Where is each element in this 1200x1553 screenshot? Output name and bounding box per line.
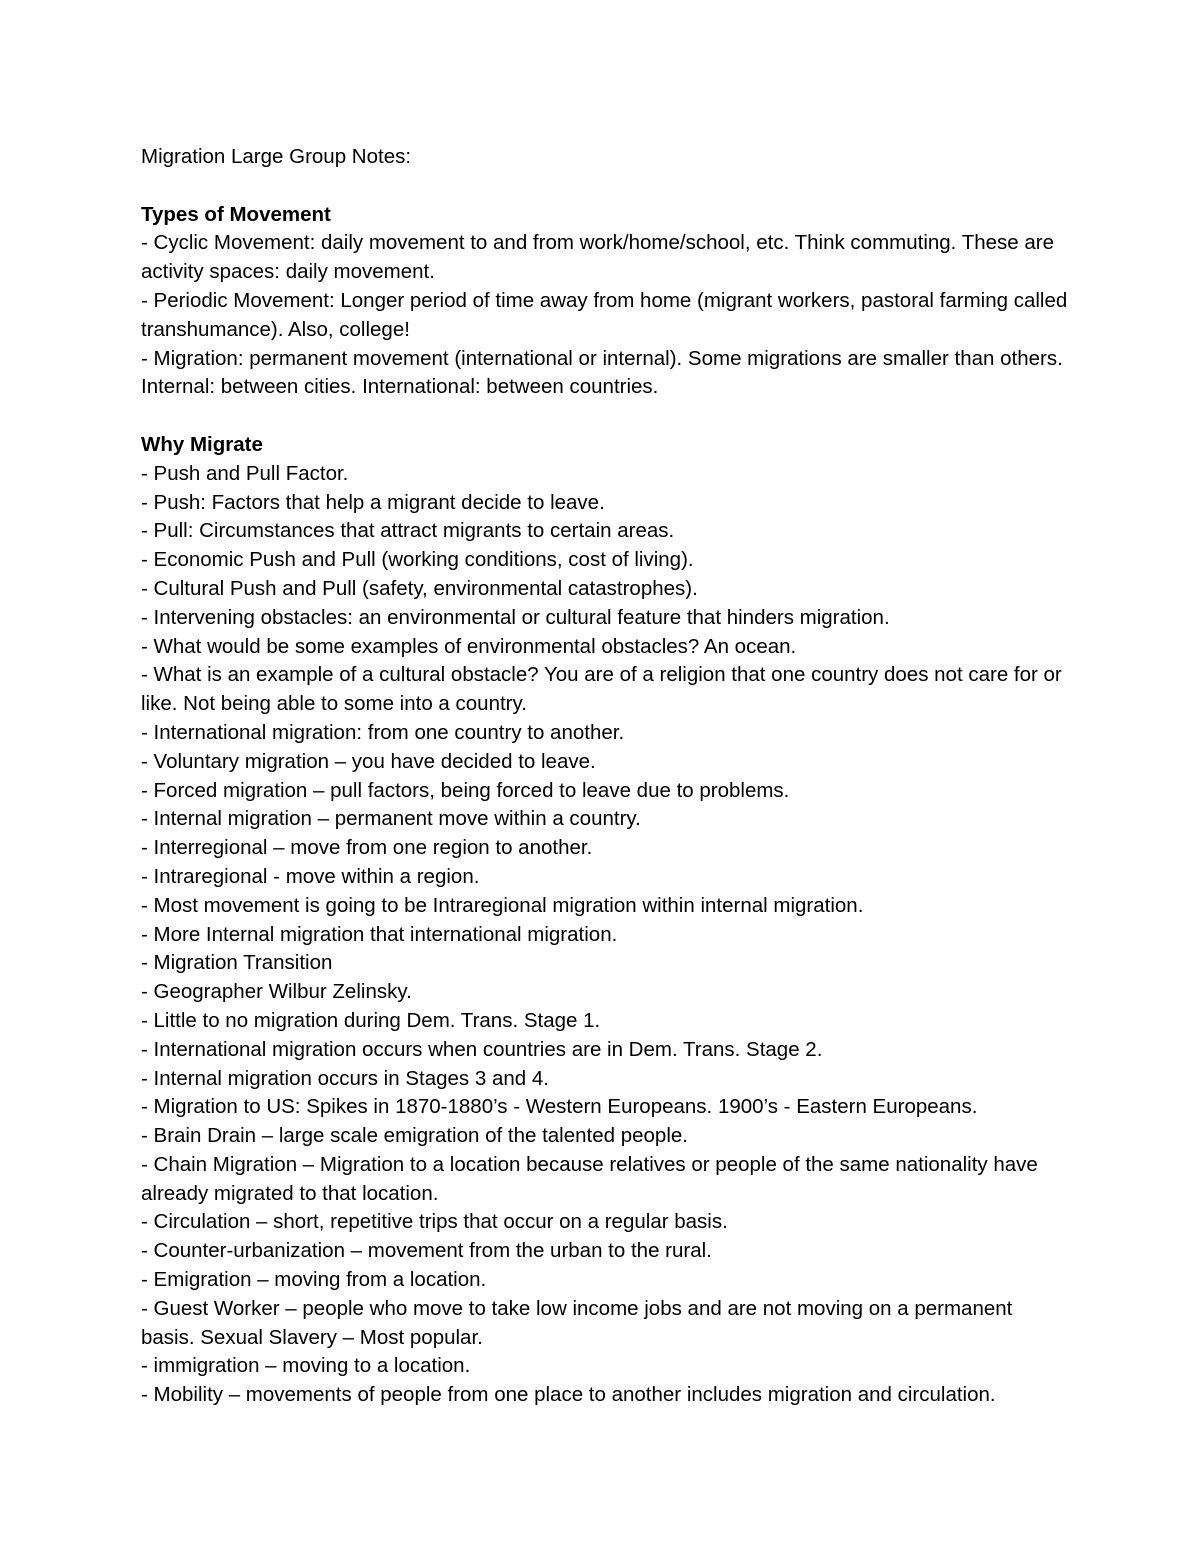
list-item: - Mobility – movements of people from one place to another includes migration and circulation. <box>141 1383 996 1407</box>
section-types-of-movement <box>141 201 1071 403</box>
list-item: - Most movement is going to be Intraregional migration within internal migration. <box>141 893 864 917</box>
list-item: - Migration: permanent movement (international or internal). Some migrations are smaller than others. Internal: between cities. International: between countries. <box>141 346 1063 399</box>
list-item: - Cultural Push and Pull (safety, environmental catastrophes). <box>141 576 698 600</box>
section-heading: Why Migrate <box>141 432 263 456</box>
list-item: - Economic Push and Pull (working conditions, cost of living). <box>141 548 694 572</box>
list-item: - Chain Migration – Migration to a location because relatives or people of the same nationality have already migrated to that location. <box>141 1152 1038 1205</box>
list-item: - Migration Transition <box>141 951 333 975</box>
list-item: - Pull: Circumstances that attract migrants to certain areas. <box>141 519 675 543</box>
list-item: - International migration: from one country to another. <box>141 720 625 744</box>
list-item: - Guest Worker – people who move to take low income jobs and are not moving on a permanent basis. Sexual Slavery – Most popular. <box>141 1296 1013 1349</box>
list-item: - Cyclic Movement: daily movement to and from work/home/school, etc. Think commuting. These are activity spaces: daily movement. <box>141 231 1054 284</box>
list-item: - Voluntary migration – you have decided to leave. <box>141 749 596 773</box>
list-item: - More Internal migration that international migration. <box>141 922 618 946</box>
list-item: - Interregional – move from one region to another. <box>141 836 593 860</box>
list-item: - Internal migration – permanent move within a country. <box>141 807 641 831</box>
section-why-migrate <box>141 431 1071 1410</box>
list-item: - Intervening obstacles: an environmental or cultural feature that hinders migration. <box>141 605 890 629</box>
list-item: - What is an example of a cultural obstacle? You are of a religion that one country does not care for or like. Not being able to some into a country. <box>141 663 1062 716</box>
section-heading: Types of Movement <box>141 202 331 226</box>
list-item: - Little to no migration during Dem. Trans. Stage 1. <box>141 1008 601 1032</box>
list-item: - Geographer Wilbur Zelinsky. <box>141 980 412 1004</box>
list-item: - Circulation – short, repetitive trips that occur on a regular basis. <box>141 1210 728 1234</box>
list-item: - Forced migration – pull factors, being forced to leave due to problems. <box>141 778 790 802</box>
list-item: - What would be some examples of environmental obstacles? An ocean. <box>141 634 797 658</box>
list-item: - Intraregional - move within a region. <box>141 864 480 888</box>
list-item: - Internal migration occurs in Stages 3 and 4. <box>141 1066 549 1090</box>
list-item: - Push and Pull Factor. <box>141 461 349 485</box>
list-item: - Push: Factors that help a migrant decide to leave. <box>141 490 605 514</box>
list-item: - Brain Drain – large scale emigration of the talented people. <box>141 1124 688 1148</box>
page-title: Migration Large Group Notes: <box>141 145 412 168</box>
notes-list <box>141 460 1071 1410</box>
list-item: - Periodic Movement: Longer period of time away from home (migrant workers, pastoral farming called transhumance). Also, college! <box>141 288 1068 341</box>
document-page <box>141 143 1071 1410</box>
list-item: - International migration occurs when countries are in Dem. Trans. Stage 2. <box>141 1037 823 1061</box>
list-item: - Emigration – moving from a location. <box>141 1268 487 1292</box>
list-item: - Counter-urbanization – movement from the urban to the rural. <box>141 1239 712 1263</box>
notes-list <box>141 229 1071 402</box>
list-item: - immigration – moving to a location. <box>141 1354 471 1378</box>
list-item: - Migration to US: Spikes in 1870-1880’s - Western Europeans. 1900’s - Eastern Europeans. <box>141 1095 978 1119</box>
